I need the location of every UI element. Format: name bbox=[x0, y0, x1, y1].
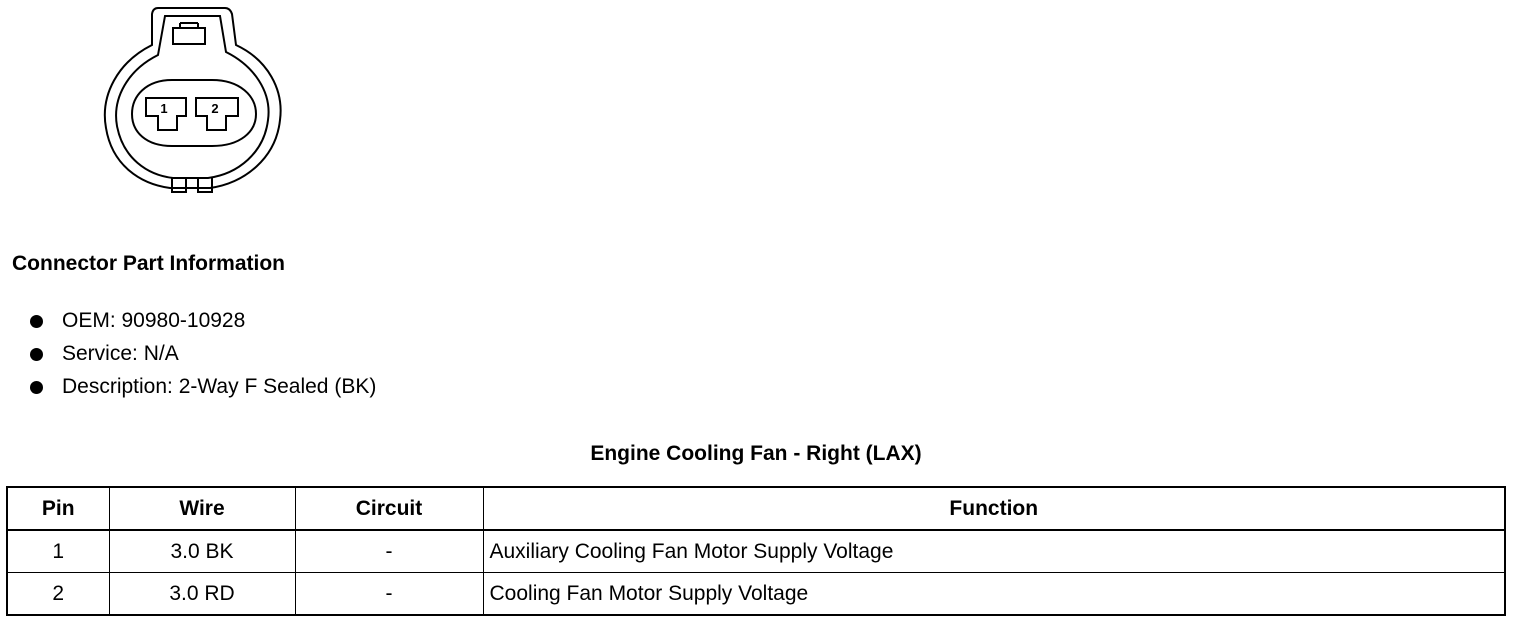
connector-face-diagram bbox=[96, 0, 292, 200]
table-header-row bbox=[7, 487, 1505, 530]
pin-1-label: 1 bbox=[160, 101, 168, 116]
cell-circuit: - bbox=[295, 573, 483, 616]
bullet-icon bbox=[30, 315, 43, 328]
header-function: Function bbox=[483, 487, 1505, 530]
header-wire: Wire bbox=[109, 487, 295, 530]
header-circuit: Circuit bbox=[295, 487, 483, 530]
pinout-table bbox=[6, 486, 1506, 616]
service-text: Service: N/A bbox=[62, 342, 179, 365]
cell-pin: 2 bbox=[7, 573, 109, 616]
locking-tab bbox=[173, 28, 205, 44]
cell-function: Cooling Fan Motor Supply Voltage bbox=[483, 573, 1505, 616]
bottom-latch-left bbox=[172, 178, 186, 192]
table-title: Engine Cooling Fan - Right (LAX) bbox=[590, 442, 922, 465]
cell-circuit: - bbox=[295, 530, 483, 573]
connector-housing-outer bbox=[105, 8, 281, 188]
cell-pin: 1 bbox=[7, 530, 109, 573]
cell-wire: 3.0 RD bbox=[109, 573, 295, 616]
description-text: Description: 2-Way F Sealed (BK) bbox=[62, 375, 377, 398]
part-info-list bbox=[26, 306, 376, 405]
cell-function: Auxiliary Cooling Fan Motor Supply Voltage bbox=[483, 530, 1505, 573]
bottom-latch-right bbox=[198, 178, 212, 192]
table-row bbox=[7, 573, 1505, 616]
connector-housing-inner bbox=[116, 16, 268, 178]
pin-2-label: 2 bbox=[211, 101, 219, 116]
list-item-oem bbox=[26, 306, 376, 339]
oem-text: OEM: 90980-10928 bbox=[62, 309, 246, 332]
bullet-icon bbox=[30, 348, 43, 361]
table-row bbox=[7, 530, 1505, 573]
bullet-icon bbox=[30, 381, 43, 394]
header-pin: Pin bbox=[7, 487, 109, 530]
list-item-description bbox=[26, 372, 376, 405]
cell-wire: 3.0 BK bbox=[109, 530, 295, 573]
list-item-service bbox=[26, 339, 376, 372]
section-heading: Connector Part Information bbox=[12, 252, 286, 275]
